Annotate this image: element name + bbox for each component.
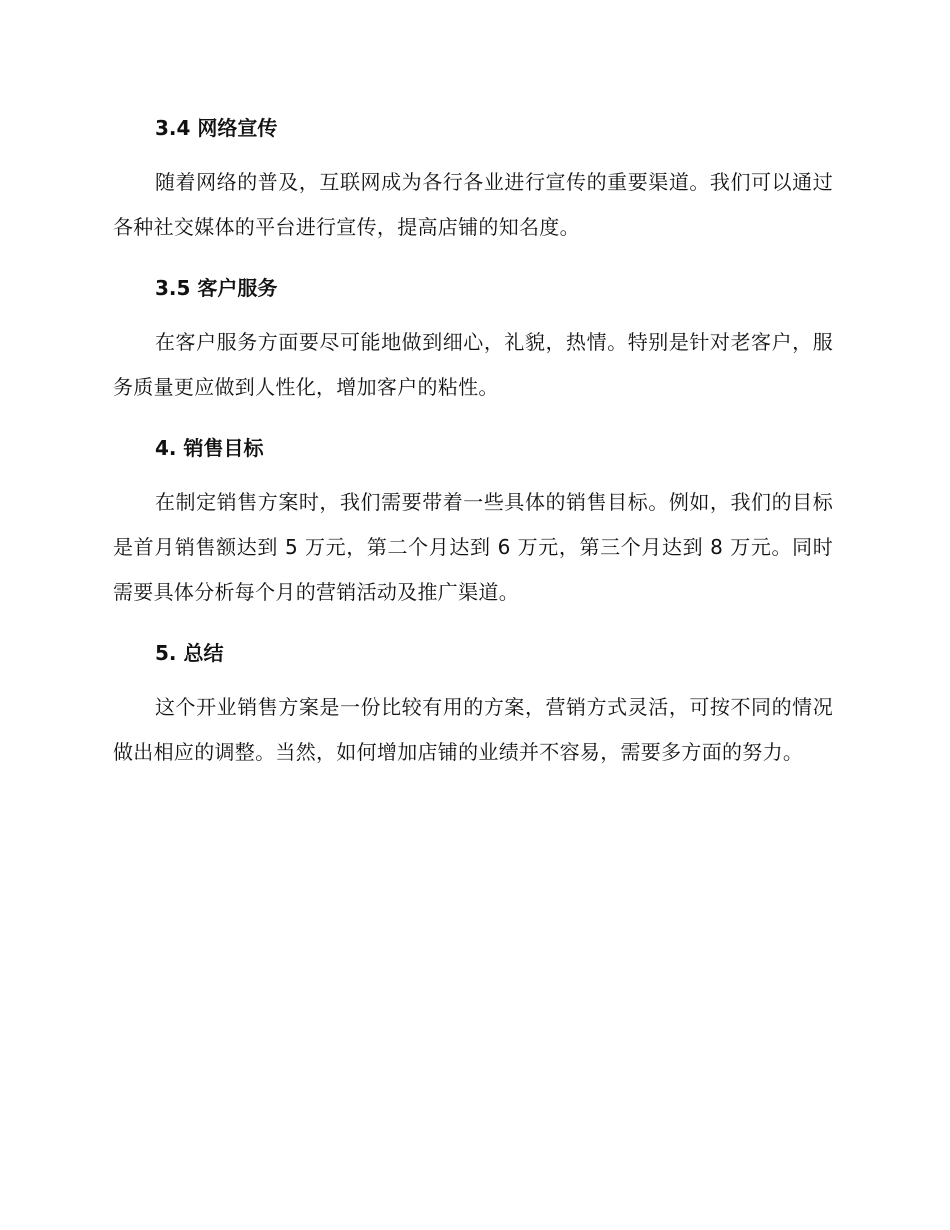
- section-heading-sales-target: 4. 销售目标: [155, 436, 264, 460]
- section-paragraph-sales-target: 在制定销售方案时，我们需要带着一些具体的销售目标。例如，我们的目标是首月销售额达到 5 万元，第二个月达到 6 万元，第三个月达到 8 万元。同时需要具体分析每个月的营销活动及推广渠道。: [113, 490, 833, 604]
- section-heading-summary: 5. 总结: [155, 641, 224, 665]
- section-paragraph-customer-service: 在客户服务方面要尽可能地做到细心，礼貌，热情。特别是针对老客户，服务质量更应做到人性化，增加客户的粘性。: [113, 330, 833, 399]
- section-paragraph-summary: 这个开业销售方案是一份比较有用的方案，营销方式灵活，可按不同的情况做出相应的调整。当然，如何增加店铺的业绩并不容易，需要多方面的努力。: [113, 695, 833, 764]
- document-body: [113, 112, 833, 775]
- section-heading-network-promotion: 3.4 网络宣传: [155, 116, 278, 140]
- section-paragraph-network-promotion: 随着网络的普及，互联网成为各行各业进行宣传的重要渠道。我们可以通过各种社交媒体的平台进行宣传，提高店铺的知名度。: [113, 170, 833, 239]
- section-heading-customer-service: 3.5 客户服务: [155, 276, 278, 300]
